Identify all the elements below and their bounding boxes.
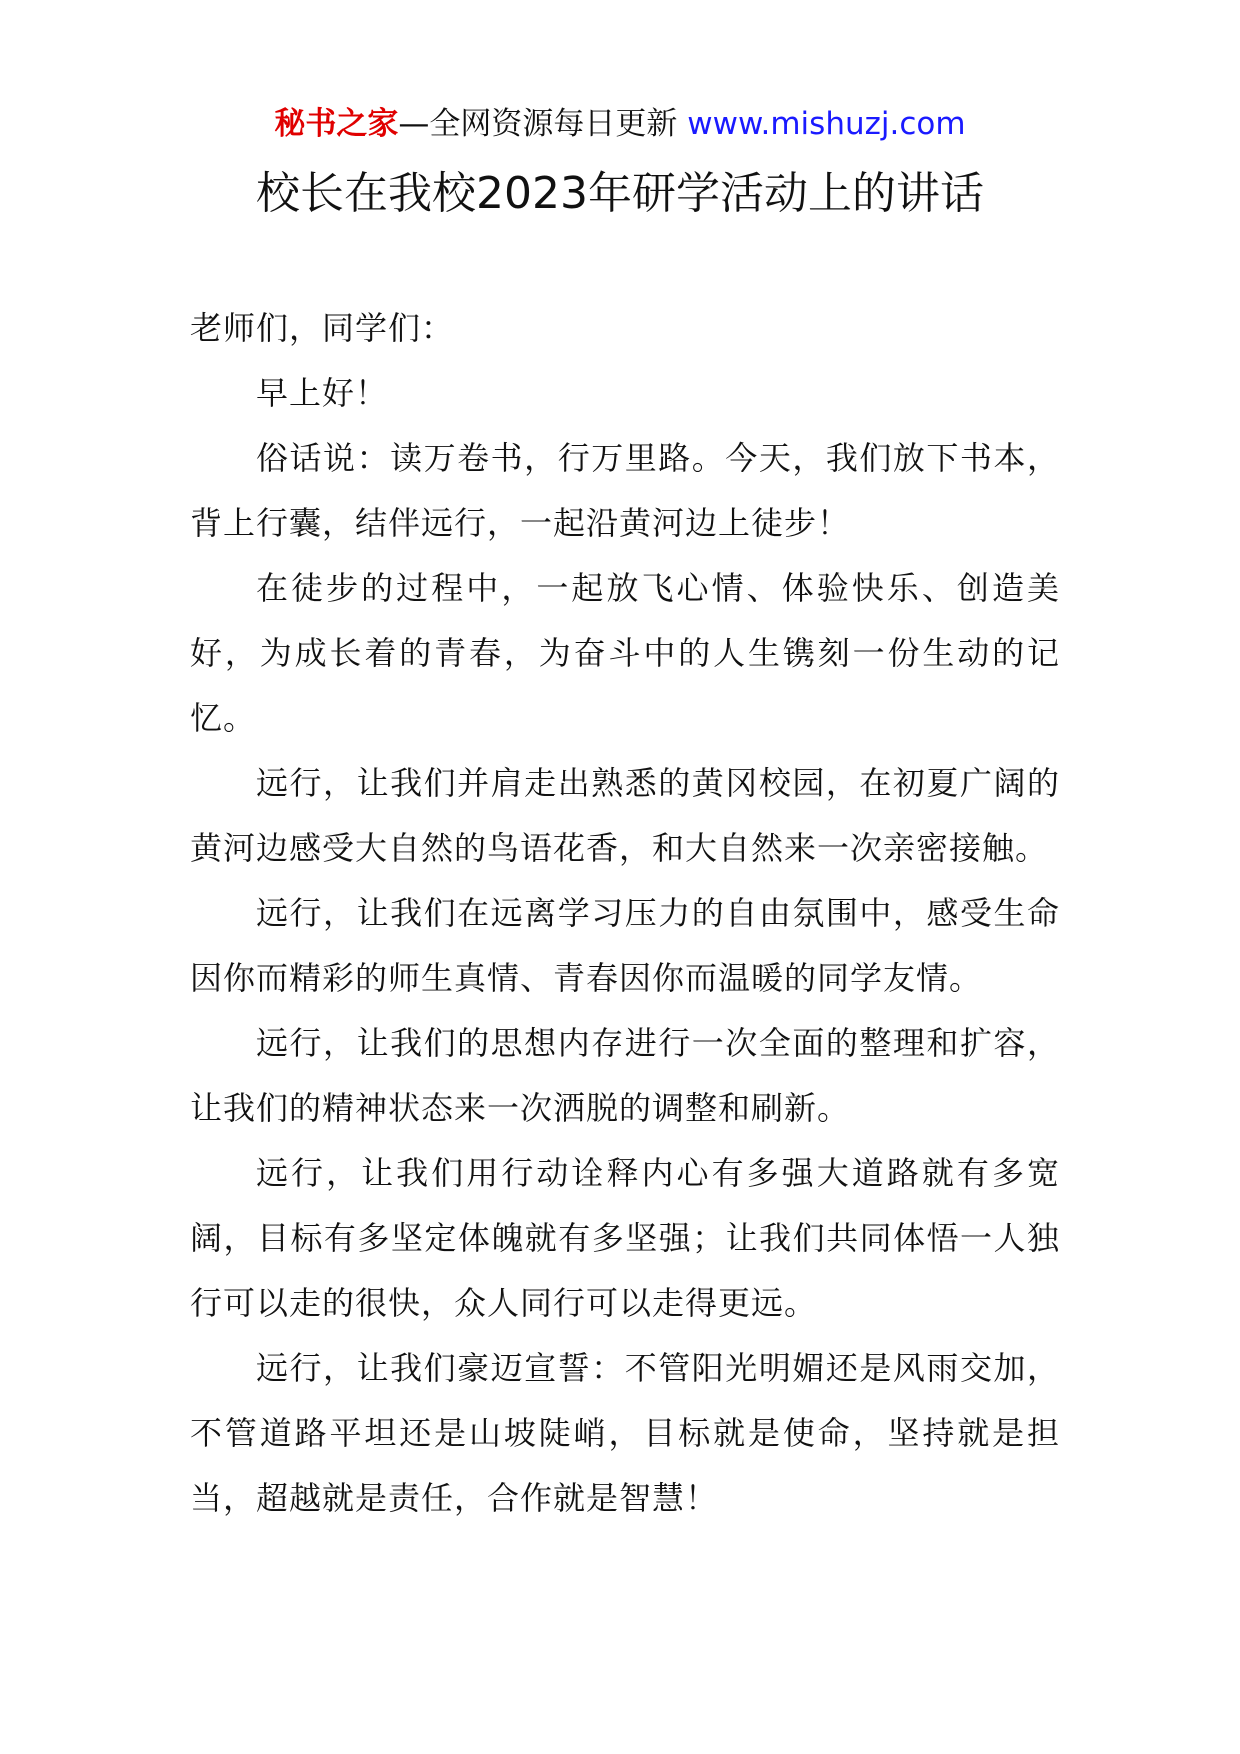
document-title: 校长在我校2023年研学活动上的讲话 <box>256 168 984 219</box>
paragraph: 远行，让我们豪迈宣誓：不管阳光明媚还是风雨交加，不管道路平坦还是山坡陡峭，目标就是使命，坚持就是担当，超越就是责任，合作就是智慧！ <box>190 1349 1060 1517</box>
site-brand: 秘书之家 <box>274 106 399 142</box>
paragraph: 远行，让我们并肩走出熟悉的黄冈校园，在初夏广阔的黄河边感受大自然的鸟语花香，和大自然来一次亲密接触。 <box>190 764 1060 867</box>
paragraph: 远行，让我们在远离学习压力的自由氛围中，感受生命因你而精彩的师生真情、青春因你而温暖的同学友情。 <box>190 894 1060 997</box>
site-tagline: —全网资源每日更新 <box>398 106 688 142</box>
site-url-link[interactable]: www.mishuzj.com <box>687 106 966 142</box>
paragraph: 俗话说：读万卷书，行万里路。今天，我们放下书本，背上行囊，结伴远行，一起沿黄河边上徒步！ <box>190 439 1060 542</box>
paragraph: 远行，让我们的思想内存进行一次全面的整理和扩容，让我们的精神状态来一次洒脱的调整和刷新。 <box>190 1024 1060 1127</box>
paragraph: 在徒步的过程中，一起放飞心情、体验快乐、创造美好，为成长着的青春，为奋斗中的人生镌刻一份生动的记忆。 <box>190 569 1060 737</box>
paragraph: 远行，让我们用行动诠释内心有多强大道路就有多宽阔，目标有多坚定体魄就有多坚强；让我们共同体悟一人独行可以走的很快，众人同行可以走得更远。 <box>190 1154 1060 1322</box>
document-body <box>190 296 1060 1531</box>
salutation: 老师们，同学们： <box>190 309 455 347</box>
site-header <box>0 104 1240 144</box>
paragraph-greeting: 早上好！ <box>256 374 389 412</box>
